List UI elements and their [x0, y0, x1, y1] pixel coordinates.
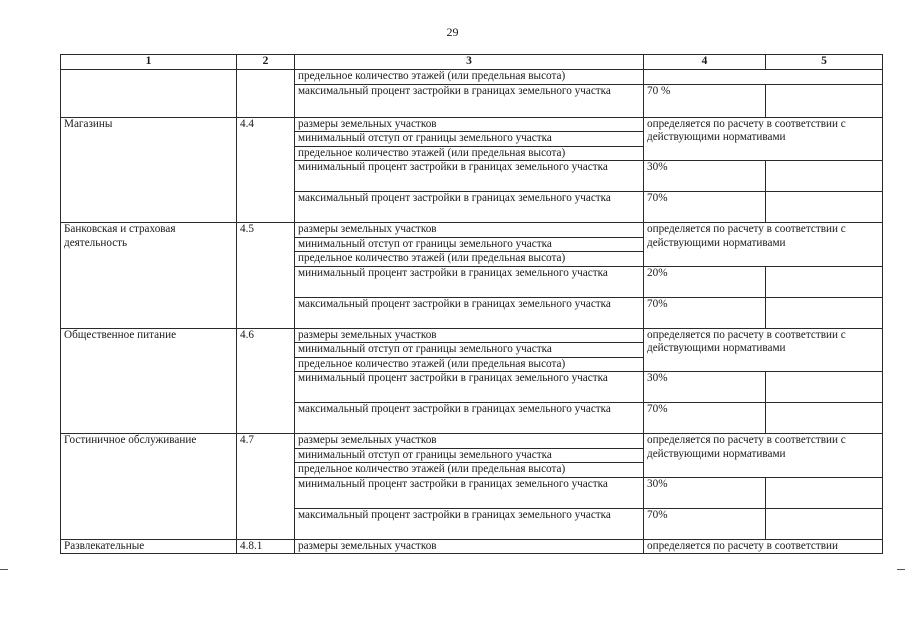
param-cell: размеры земельных участков: [295, 328, 644, 343]
use-code-cell: 4.8.1: [237, 539, 295, 554]
value-cell: 30%: [644, 161, 766, 192]
merged-value-cell: определяется по расчету в соответствии: [644, 539, 883, 554]
merged-value-cell: определяется по расчету в соответствии с действующими нормативами: [644, 328, 883, 372]
empty-cell: [766, 84, 883, 117]
table-row: [61, 223, 883, 238]
table-row: [61, 539, 883, 554]
table-row: [61, 117, 883, 132]
param-cell: минимальный процент застройки в границах земельного участка: [295, 477, 644, 508]
param-cell: максимальный процент застройки в границах земельного участка: [295, 192, 644, 223]
empty-cell: [766, 403, 883, 434]
use-code-cell: 4.6: [237, 328, 295, 434]
value-cell: 20%: [644, 266, 766, 297]
param-cell: размеры земельных участков: [295, 434, 644, 449]
value-cell: 30%: [644, 372, 766, 403]
empty-cell: [766, 372, 883, 403]
column-header: 2: [237, 55, 295, 70]
column-header: 5: [766, 55, 883, 70]
use-name-cell: Банковская и страховая деятельность: [61, 223, 237, 329]
param-cell: предельное количество этажей (или предельная высота): [295, 146, 644, 161]
page-number: 29: [446, 25, 459, 39]
param-cell: максимальный процент застройки в границах земельного участка: [295, 403, 644, 434]
value-cell: 70 %: [644, 84, 766, 117]
value-cell: 70%: [644, 192, 766, 223]
empty-cell: [766, 477, 883, 508]
empty-cell: [766, 508, 883, 539]
empty-cell: [766, 192, 883, 223]
use-name-cell: Гостиничное обслуживание: [61, 434, 237, 540]
use-code-cell: 4.5: [237, 223, 295, 329]
scan-edge-mark: [0, 569, 8, 570]
param-cell: минимальный отступ от границы земельного участка: [295, 237, 644, 252]
column-header: 3: [295, 55, 644, 70]
use-code-cell: 4.7: [237, 434, 295, 540]
param-cell: предельное количество этажей (или предельная высота): [295, 70, 644, 85]
value-cell: 70%: [644, 403, 766, 434]
param-cell: минимальный отступ от границы земельного участка: [295, 343, 644, 358]
param-cell: максимальный процент застройки в границах земельного участка: [295, 508, 644, 539]
param-cell: размеры земельных участков: [295, 539, 644, 554]
param-cell: минимальный процент застройки в границах земельного участка: [295, 161, 644, 192]
value-cell: 70%: [644, 508, 766, 539]
param-cell: минимальный процент застройки в границах земельного участка: [295, 266, 644, 297]
empty-cell: [766, 266, 883, 297]
param-cell: минимальный процент застройки в границах земельного участка: [295, 372, 644, 403]
merged-value-cell: определяется по расчету в соответствии с действующими нормативами: [644, 434, 883, 478]
merged-value-cell: определяется по расчету в соответствии с действующими нормативами: [644, 223, 883, 267]
column-header: 1: [61, 55, 237, 70]
value-cell: 70%: [644, 297, 766, 328]
empty-cell: [766, 161, 883, 192]
use-code-cell: 4.4: [237, 117, 295, 223]
value-cell: 30%: [644, 477, 766, 508]
value-cell: [644, 70, 883, 85]
table-row: [61, 70, 883, 85]
table-row: [61, 434, 883, 449]
scan-edge-mark: [897, 569, 905, 570]
use-name-cell: [61, 70, 237, 118]
param-cell: размеры земельных участков: [295, 223, 644, 238]
use-name-cell: Магазины: [61, 117, 237, 223]
table-row: [61, 328, 883, 343]
param-cell: предельное количество этажей (или предельная высота): [295, 357, 644, 372]
use-code-cell: [237, 70, 295, 118]
use-name-cell: Общественное питание: [61, 328, 237, 434]
empty-cell: [766, 297, 883, 328]
param-cell: предельное количество этажей (или предельная высота): [295, 252, 644, 267]
column-header: 4: [644, 55, 766, 70]
merged-value-cell: определяется по расчету в соответствии с действующими нормативами: [644, 117, 883, 161]
use-name-cell: Развлекательные: [61, 539, 237, 554]
param-cell: минимальный отступ от границы земельного участка: [295, 132, 644, 147]
param-cell: максимальный процент застройки в границах земельного участка: [295, 84, 644, 117]
param-cell: размеры земельных участков: [295, 117, 644, 132]
regulations-table: [60, 54, 883, 554]
param-cell: минимальный отступ от границы земельного участка: [295, 448, 644, 463]
param-cell: максимальный процент застройки в границах земельного участка: [295, 297, 644, 328]
table-header-row: [61, 55, 883, 70]
param-cell: предельное количество этажей (или предельная высота): [295, 463, 644, 478]
